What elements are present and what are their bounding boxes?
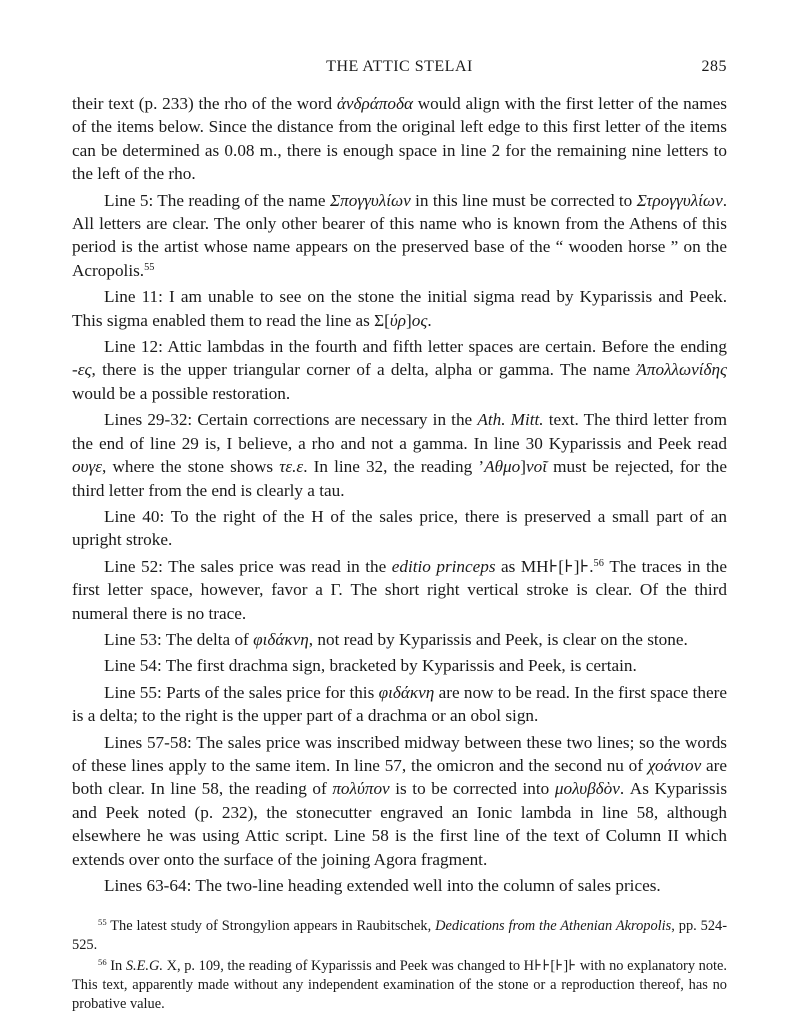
italic-text: Ath. Mitt. xyxy=(477,410,544,430)
paragraph xyxy=(72,335,727,405)
paragraph xyxy=(72,92,727,186)
paragraph xyxy=(72,628,727,651)
footnote-marker: 56 xyxy=(593,557,604,569)
paragraph xyxy=(72,874,727,897)
italic-text: Σπογγυλίων xyxy=(329,190,411,210)
text-run: . xyxy=(427,310,432,330)
paragraph xyxy=(72,408,727,502)
text-run: must be rejected, for the third letter from the end is clearly a tau. xyxy=(72,457,727,500)
italic-text: Ἀπολλωνίδης xyxy=(636,360,727,380)
text-run: . All letters are clear. The only other bearer of this name who is known from the Athens of this period is the artist whose name appears on the preserved base of the “ wooden horse ” on the Acropolis. xyxy=(72,190,727,280)
italic-text: ἀνδράποδα xyxy=(336,94,413,113)
italic-text: τε.ε xyxy=(279,457,304,477)
text-run: text. The third letter from the end of line 29 is, I believe, a rho and not a gamma. In line 30 Kyparissis and Peek read xyxy=(72,410,728,453)
italic-text: μολυβδὸν xyxy=(554,779,620,799)
text-run: X, p. 109, the reading of Kyparissis and Peek was changed to Η⊦⊦[⊦]⊦ with no explanatory note. This text, apparently made without any independent examination of the stone or a reproduction thereof, has no probative value. xyxy=(72,958,727,1013)
text-run: The traces in the first letter space, however, favor a Γ. The short right vertical stroke is clear. Of the third numeral there is no trace. xyxy=(72,556,727,623)
italic-text: νοῖ xyxy=(526,457,547,477)
body-text xyxy=(72,92,727,897)
text-run: are now to be read. In the first space there is a delta; to the right is the upper part of a drachma or an obol sign. xyxy=(72,682,727,726)
running-head: THE ATTIC STELAI xyxy=(326,58,473,75)
text-run: Lines 57-58: The sales price was inscribed midway between these two lines; so the words of these lines apply to the same item. In line 57, the omicron and the second nu of xyxy=(72,732,727,775)
text-run: , not read by Kyparissis and Peek, is clear on the stone. xyxy=(308,629,688,649)
text-run: Line 12: Attic lambdas in the fourth and fifth letter spaces are certain. Before the ending xyxy=(104,337,727,357)
footnote xyxy=(72,957,727,1014)
footnote xyxy=(72,917,727,955)
footnote-marker: 55 xyxy=(98,917,107,928)
italic-text: Dedications from the Athenian Akropolis xyxy=(435,918,672,935)
footnote-marker: 55 xyxy=(144,261,155,273)
paragraph xyxy=(72,654,727,677)
paragraph xyxy=(72,555,727,625)
italic-text: -ες xyxy=(72,360,92,380)
text-run: , where the stone shows xyxy=(102,457,280,477)
footnote-marker: 56 xyxy=(98,957,107,968)
text-run: as ΜΗ⊦[⊦]⊦. xyxy=(495,556,594,576)
text-run: . As Kyparissis and Peek noted (p. 232), the stonecutter engraved an Ionic lambda in line 58, although elsewhere he was using Attic script. Line 58 is the first line of the text of Column II which extends over onto the surface of the joining Agora fragment. xyxy=(72,779,728,869)
text-run: Line 54: The first drachma sign, bracketed by Kyparissis and Peek, is certain. xyxy=(104,656,637,676)
text-run: Line 40: To the right of the Η of the sales price, there is preserved a small part of an upright stroke. xyxy=(72,506,727,550)
paragraph xyxy=(72,505,727,552)
italic-text: ουγε xyxy=(72,457,103,477)
text-run: ] xyxy=(406,310,412,330)
text-run: Lines 63-64: The two-line heading extended well into the column of sales prices. xyxy=(104,876,661,895)
page-header xyxy=(72,58,727,82)
italic-text: ύρ xyxy=(389,310,406,330)
italic-text: S.E.G. xyxy=(125,958,164,975)
text-run: , there is the upper triangular corner of a delta, alpha or gamma. The name xyxy=(91,360,637,380)
italic-text: φιδάκνη xyxy=(378,682,435,702)
italic-text: πολύπον xyxy=(332,779,390,799)
text-run: The latest study of Strongylion appears in Raubitschek, xyxy=(106,918,436,935)
paragraph xyxy=(72,681,727,728)
text-run: Line 55: Parts of the sales price for this xyxy=(104,682,379,702)
text-run: Lines 29-32: Certain corrections are necessary in the xyxy=(104,410,478,430)
italic-text: ος xyxy=(411,310,428,330)
text-run: is to be corrected into xyxy=(389,779,555,799)
text-run: Line 52: The sales price was read in the xyxy=(104,556,392,576)
footnotes xyxy=(72,917,727,1014)
text-run: would align with the first letter of the names of the items below. Since the distance from the original left edge to this first letter of the items can be determined as 0.08 m., there is enough space in line 2 for the remaining nine letters to the left of the rho. xyxy=(72,94,727,184)
text-run: would be a possible restoration. xyxy=(72,383,291,403)
italic-text: editio princeps xyxy=(391,556,496,576)
text-run: In xyxy=(106,958,126,975)
paragraph xyxy=(72,731,727,871)
text-run: Line 11: I am unable to see on the stone the initial sigma read by Kyparissis and Peek. This sigma enabled them to read the line as Σ[ xyxy=(72,287,727,330)
page xyxy=(72,58,727,1014)
text-run: their text (p. 233) the rho of the word xyxy=(72,94,337,113)
italic-text: Αθμο xyxy=(484,457,521,477)
italic-text: φιδάκνη xyxy=(253,629,309,649)
paragraph xyxy=(72,285,727,332)
paragraph xyxy=(72,189,727,283)
text-run: ] xyxy=(520,457,526,477)
text-run: , pp. 524-525. xyxy=(72,918,727,954)
italic-text: Στρογγυλίων xyxy=(636,190,723,210)
italic-text: χοάνιον xyxy=(647,755,702,775)
page-number: 285 xyxy=(701,58,727,75)
text-run: in this line must be corrected to xyxy=(410,190,637,210)
text-run: are both clear. In line 58, the reading of xyxy=(72,755,727,799)
text-run: Line 53: The delta of xyxy=(104,629,254,649)
text-run: Line 5: The reading of the name xyxy=(104,190,330,210)
text-run: . In line 32, the reading ’ xyxy=(303,457,485,477)
